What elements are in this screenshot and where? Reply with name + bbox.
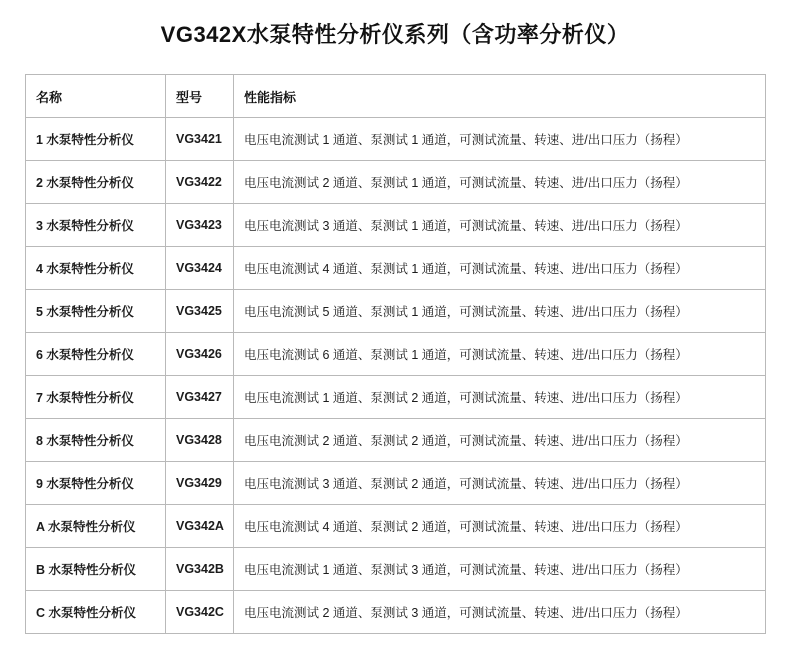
column-header-model: 型号 xyxy=(166,75,234,118)
cell-model: VG3426 xyxy=(166,333,234,376)
table-row xyxy=(26,419,766,462)
table-row xyxy=(26,333,766,376)
cell-spec: 电压电流测试 2 通道、泵测试 2 通道，可测试流量、转速、进/出口压力（扬程） xyxy=(234,419,766,462)
table-body xyxy=(26,118,766,634)
cell-name: 2 水泵特性分析仪 xyxy=(26,161,166,204)
cell-name: B 水泵特性分析仪 xyxy=(26,548,166,591)
table-row xyxy=(26,505,766,548)
cell-spec: 电压电流测试 5 通道、泵测试 1 通道，可测试流量、转速、进/出口压力（扬程） xyxy=(234,290,766,333)
column-header-spec: 性能指标 xyxy=(234,75,766,118)
cell-name: 7 水泵特性分析仪 xyxy=(26,376,166,419)
cell-spec: 电压电流测试 3 通道、泵测试 1 通道，可测试流量、转速、进/出口压力（扬程） xyxy=(234,204,766,247)
page-title: VG342X水泵特性分析仪系列（含功率分析仪） xyxy=(160,22,630,47)
cell-name: 4 水泵特性分析仪 xyxy=(26,247,166,290)
table-head xyxy=(26,75,766,118)
cell-model: VG342A xyxy=(166,505,234,548)
table-row xyxy=(26,247,766,290)
cell-name: 3 水泵特性分析仪 xyxy=(26,204,166,247)
table-row xyxy=(26,204,766,247)
cell-name: 6 水泵特性分析仪 xyxy=(26,333,166,376)
cell-spec: 电压电流测试 4 通道、泵测试 2 通道，可测试流量、转速、进/出口压力（扬程） xyxy=(234,505,766,548)
cell-name: C 水泵特性分析仪 xyxy=(26,591,166,634)
document-page xyxy=(0,18,790,634)
cell-model: VG3424 xyxy=(166,247,234,290)
cell-name: A 水泵特性分析仪 xyxy=(26,505,166,548)
table-row xyxy=(26,462,766,505)
cell-spec: 电压电流测试 1 通道、泵测试 2 通道，可测试流量、转速、进/出口压力（扬程） xyxy=(234,376,766,419)
cell-name: 1 水泵特性分析仪 xyxy=(26,118,166,161)
cell-model: VG3423 xyxy=(166,204,234,247)
cell-name: 9 水泵特性分析仪 xyxy=(26,462,166,505)
cell-model: VG3421 xyxy=(166,118,234,161)
spec-table xyxy=(25,74,766,634)
table-row xyxy=(26,591,766,634)
table-header-row xyxy=(26,75,766,118)
cell-spec: 电压电流测试 4 通道、泵测试 1 通道，可测试流量、转速、进/出口压力（扬程） xyxy=(234,247,766,290)
column-header-name: 名称 xyxy=(26,75,166,118)
table-row xyxy=(26,118,766,161)
cell-name: 8 水泵特性分析仪 xyxy=(26,419,166,462)
cell-model: VG3427 xyxy=(166,376,234,419)
cell-spec: 电压电流测试 6 通道、泵测试 1 通道，可测试流量、转速、进/出口压力（扬程） xyxy=(234,333,766,376)
cell-model: VG3425 xyxy=(166,290,234,333)
spec-table-container xyxy=(25,74,765,634)
cell-model: VG342B xyxy=(166,548,234,591)
cell-name: 5 水泵特性分析仪 xyxy=(26,290,166,333)
cell-spec: 电压电流测试 1 通道、泵测试 3 通道，可测试流量、转速、进/出口压力（扬程） xyxy=(234,548,766,591)
cell-spec: 电压电流测试 2 通道、泵测试 1 通道，可测试流量、转速、进/出口压力（扬程） xyxy=(234,161,766,204)
table-row xyxy=(26,161,766,204)
cell-model: VG3428 xyxy=(166,419,234,462)
cell-spec: 电压电流测试 3 通道、泵测试 2 通道，可测试流量、转速、进/出口压力（扬程） xyxy=(234,462,766,505)
cell-spec: 电压电流测试 2 通道、泵测试 3 通道，可测试流量、转速、进/出口压力（扬程） xyxy=(234,591,766,634)
cell-model: VG342C xyxy=(166,591,234,634)
table-row xyxy=(26,548,766,591)
table-row xyxy=(26,376,766,419)
cell-model: VG3422 xyxy=(166,161,234,204)
table-row xyxy=(26,290,766,333)
cell-model: VG3429 xyxy=(166,462,234,505)
cell-spec: 电压电流测试 1 通道、泵测试 1 通道，可测试流量、转速、进/出口压力（扬程） xyxy=(234,118,766,161)
